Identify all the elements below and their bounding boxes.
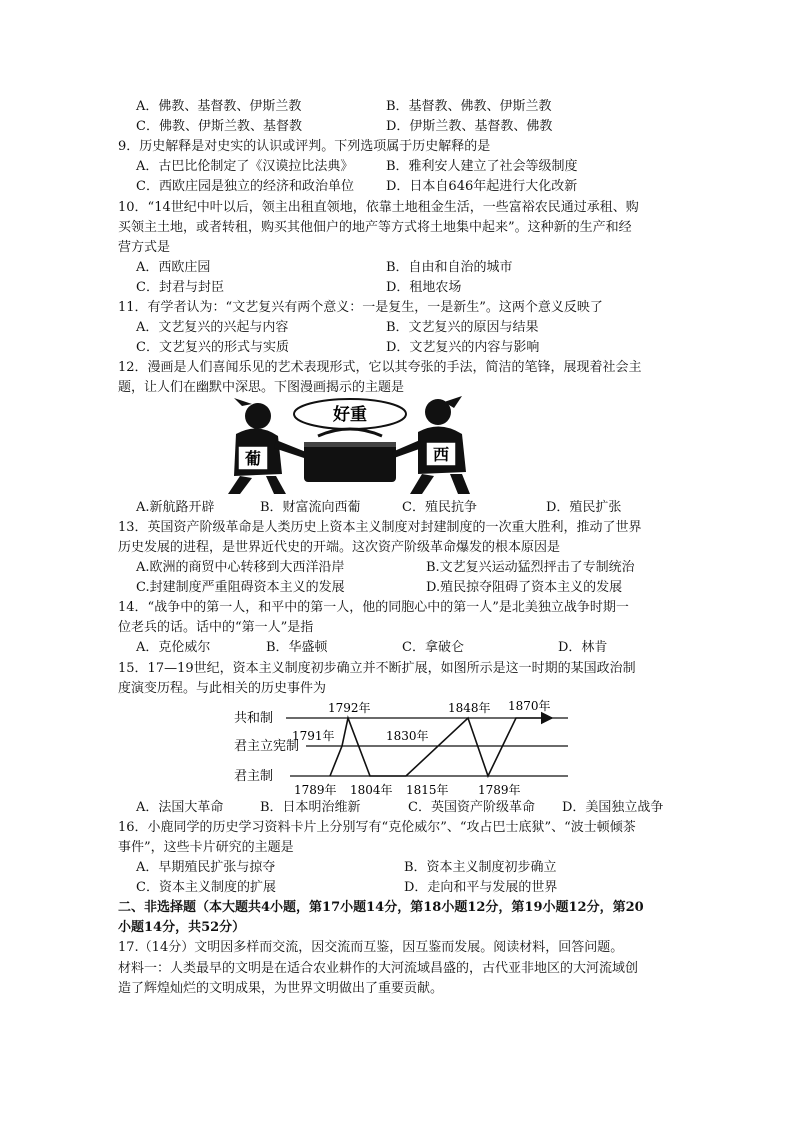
q12-stem-line1: 12．漫画是人们喜闻乐见的艺术表现形式，它以其夸张的手法，简洁的笔锋，展现着社会主 — [118, 360, 642, 375]
section2-heading-line2: 小题14分，共52分） — [118, 920, 246, 935]
q15-political-system-timeline — [230, 698, 574, 802]
q12-stem-line2: 题，让人们在幽默中深思。下图漫画揭示的主题是 — [118, 380, 405, 395]
timeline-year-1830: 1830年 — [386, 729, 429, 743]
q15-option-b: B．日本明治维新 — [260, 800, 361, 815]
cartoon-treasure-chest — [304, 429, 396, 482]
timeline-year-1815: 1815年 — [406, 783, 449, 797]
q15-option-c: C．英国资产阶级革命 — [408, 800, 535, 815]
q14-stem-line1: 14．“战争中的第一人，和平中的第一人，他的同胞心中的第一人”是北美独立战争时期一 — [118, 600, 629, 615]
q12-cartoon-image — [222, 396, 486, 496]
q8-option-d: D．伊斯兰教、基督教、佛教 — [386, 119, 553, 134]
q10-option-c: C．封君与封臣 — [136, 280, 224, 295]
q16-stem-line2: 事件”，这些卡片研究的主题是 — [118, 840, 294, 855]
q10-stem-line1: 10．“14世纪中叶以后，领主出租直领地，依靠土地租金生活，一些富裕农民通过承租、购 — [118, 200, 639, 215]
q8-option-a: A．佛教、基督教、伊斯兰教 — [136, 99, 302, 114]
q15-option-a: A．法国大革命 — [136, 800, 224, 815]
q14-option-c: C．拿破仑 — [402, 640, 464, 655]
q9-option-a: A．古巴比伦制定了《汉谟拉比法典》 — [136, 159, 354, 174]
timeline-year-1789-end: 1789年 — [478, 783, 521, 797]
q17-material1-line2: 造了辉煌灿烂的文明成果，为世界文明做出了重要贡献。 — [118, 981, 444, 996]
q12-option-c: C．殖民抗争 — [402, 500, 477, 515]
q11-option-b: B．文艺复兴的原因与结果 — [386, 320, 539, 335]
q14-option-a: A．克伦威尔 — [136, 640, 211, 655]
q13-option-d: D.殖民掠夺阻碍了资本主义的发展 — [426, 580, 623, 595]
q11-stem: 11．有学者认为：“文艺复兴有两个意义：一是复生，一是新生”。这两个意义反映了 — [118, 300, 603, 315]
q10-stem-line3: 营方式是 — [118, 240, 171, 255]
q16-option-c: C．资本主义制度的扩展 — [136, 880, 276, 895]
cartoon-right-label: 西 — [432, 445, 450, 464]
q8-option-b: B．基督教、佛教、伊斯兰教 — [386, 99, 552, 114]
q17-material1-line1: 材料一：人类最早的文明是在适合农业耕作的大河流域昌盛的，古代亚非地区的大河流域创 — [118, 961, 639, 976]
q13-stem-line1: 13．英国资产阶级革命是人类历史上资本主义制度对封建制度的一次重大胜利，推动了世界 — [118, 520, 642, 535]
timeline-year-1804: 1804年 — [350, 783, 393, 797]
q15-stem-line2: 度演变历程。与此相关的历史事件为 — [118, 681, 327, 696]
q14-option-d: D．林肯 — [558, 640, 608, 655]
q17-stem: 17.（14分）文明因多样而交流，因交流而互鉴，因互鉴而发展。阅读材料，回答问题。 — [118, 940, 624, 955]
q10-option-b: B．自由和自治的城市 — [386, 260, 513, 275]
q15-stem-line1: 15．17—19世纪，资本主义制度初步确立并不断扩展，如图所示是这一时期的某国政治制 — [118, 661, 636, 676]
timeline-year-1870: 1870年 — [508, 699, 551, 713]
q16-option-b: B．资本主义制度初步确立 — [404, 860, 557, 875]
cartoon-bubble-text: 好重 — [333, 405, 367, 425]
q12-option-d: D．殖民扩张 — [546, 500, 622, 515]
timeline-row-constitutional-monarchy: 君主立宪制 — [234, 739, 300, 754]
q10-stem-line2: 买领主土地，或者转租，购买其他佃户的地产等方式将土地集中起来”。这种新的生产和经 — [118, 220, 632, 235]
section2-heading-line1: 二、非选择题（本大题共4小题，第17小题14分，第18小题12分，第19小题12分，第20 — [118, 900, 644, 915]
q15-option-d: D．美国独立战争 — [562, 800, 664, 815]
q12-option-b: B．财富流向西葡 — [260, 500, 361, 515]
timeline-change-path — [330, 718, 552, 776]
timeline-year-1789-start: 1789年 — [294, 783, 337, 797]
timeline-row-republic: 共和制 — [234, 711, 274, 726]
q14-stem-line2: 位老兵的话。话中的“第一人”是指 — [118, 620, 314, 635]
q13-stem-line2: 历史发展的进程，是世界近代史的开端。这次资产阶级革命爆发的根本原因是 — [118, 540, 561, 555]
q16-option-a: A．早期殖民扩张与掠夺 — [136, 860, 276, 875]
q11-option-a: A．文艺复兴的兴起与内容 — [136, 320, 289, 335]
timeline-year-1791: 1791年 — [292, 729, 335, 743]
q10-option-a: A．西欧庄园 — [136, 260, 211, 275]
q16-stem-line1: 16．小鹿同学的历史学习资料卡片上分别写有“克伦威尔”、“攻占巴士底狱”、“波士顿倾茶 — [118, 820, 636, 835]
q8-option-c: C．佛教、伊斯兰教、基督教 — [136, 119, 302, 134]
q11-option-d: D．文艺复兴的内容与影响 — [386, 340, 540, 355]
q11-option-c: C．文艺复兴的形式与实质 — [136, 340, 289, 355]
timeline-year-1848: 1848年 — [448, 701, 491, 715]
q13-option-a: A.欧洲的商贸中心转移到大西洋沿岸 — [136, 560, 345, 575]
q9-stem: 9．历史解释是对史实的认识或评判。下列选项属于历史解释的是 — [118, 139, 491, 154]
q16-option-d: D．走向和平与发展的世界 — [404, 880, 558, 895]
cartoon-left-label: 葡 — [244, 449, 262, 468]
q12-option-a: A.新航路开辟 — [136, 500, 215, 515]
q14-option-b: B．华盛顿 — [266, 640, 328, 655]
q9-option-d: D．日本自646年起进行大化改新 — [386, 179, 578, 194]
q13-option-c: C.封建制度严重阻碍资本主义的发展 — [136, 580, 345, 595]
q13-option-b: B.文艺复兴运动猛烈抨击了专制统治 — [426, 560, 635, 575]
q9-option-b: B．雅利安人建立了社会等级制度 — [386, 159, 578, 174]
q9-option-c: C．西欧庄园是独立的经济和政治单位 — [136, 179, 354, 194]
timeline-row-monarchy: 君主制 — [234, 769, 274, 784]
timeline-year-1792: 1792年 — [328, 701, 371, 715]
q10-option-d: D．租地农场 — [386, 280, 462, 295]
